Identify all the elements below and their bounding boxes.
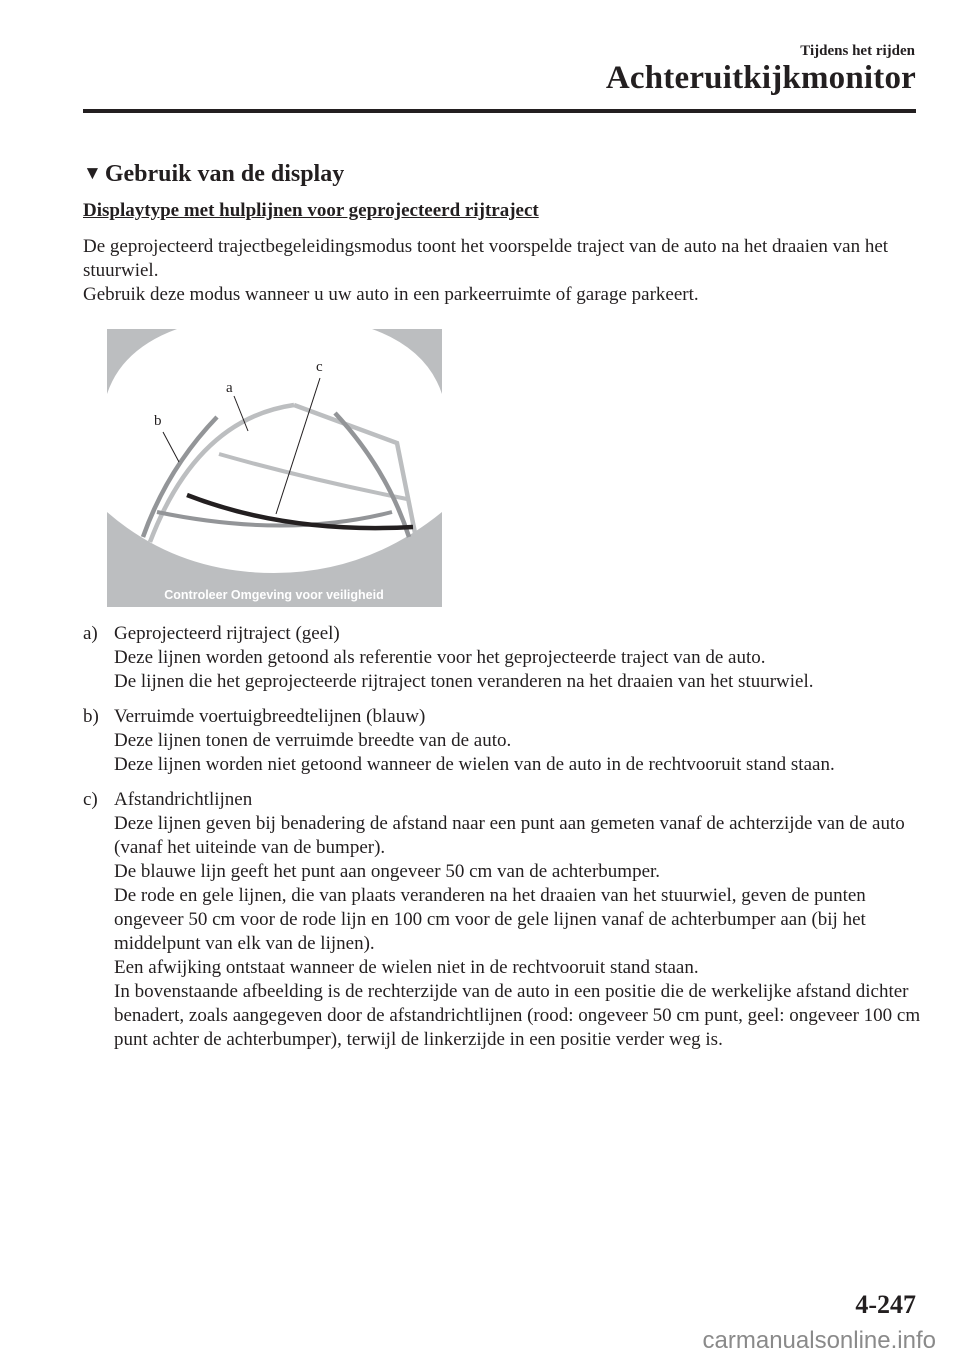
item-title: Afstandrichtlijnen xyxy=(114,789,253,810)
item-description xyxy=(114,812,928,1052)
running-header-title: Achteruitkijkmonitor xyxy=(605,60,916,96)
header-rule xyxy=(83,109,916,113)
item-line: De lijnen die het geprojecteerde rijtraject tonen veranderen na het draaien van het stuurwiel. xyxy=(114,671,814,692)
running-header-section: Tijdens het rijden xyxy=(800,43,915,59)
item-marker: b) xyxy=(83,706,99,727)
legend-items xyxy=(83,622,928,1063)
callout-label-a: a xyxy=(226,380,233,396)
item-line: De blauwe lijn geeft het punt aan ongeveer 50 cm van de achterbumper. xyxy=(114,861,661,882)
section-heading-text: Gebruik van de display xyxy=(104,161,345,187)
item-marker: c) xyxy=(83,789,98,810)
item-line: In bovenstaande afbeelding is de rechterzijde van de auto in een positie die de werkelijke afstand dichter benadert, zoals aangegeven door de afstandrichtlijnen (rood: ongeveer 50 cm punt, geel: ongeveer 100 cm punt achter de achterbumper), terwijl de linkerzijde in een positie verder weg is. xyxy=(114,981,921,1050)
watermark: carmanualsonline.info xyxy=(702,1327,936,1354)
item-title: Verruimde voertuigbreedtelijnen (blauw) xyxy=(114,706,426,727)
camera-display-figure xyxy=(107,329,442,607)
item-line: Deze lijnen geven bij benadering de afstand naar een punt aan gemeten vanaf de achterzijde van de auto (vanaf het uiteinde van de bumper). xyxy=(114,813,905,858)
item-line: Deze lijnen worden getoond als referentie voor het geprojecteerde traject van de auto. xyxy=(114,647,766,668)
triangle-down-icon: ▼ xyxy=(83,163,102,184)
callout-label-c: c xyxy=(316,359,323,375)
display-view-area xyxy=(107,329,442,573)
subheading: Displaytype met hulplijnen voor geprojecteerd rijtraject xyxy=(83,200,539,221)
caption-bar-text: Controleer Omgeving voor veiligheid xyxy=(164,588,384,602)
item-description xyxy=(114,729,928,777)
legend-item-a xyxy=(83,622,928,694)
page-number: 4-247 xyxy=(855,1290,916,1319)
item-title: Geprojecteerd rijtraject (geel) xyxy=(114,623,340,644)
legend-item-c xyxy=(83,788,928,1052)
item-line: Deze lijnen worden niet getoond wanneer de wielen van de auto in de rechtvooruit stand staan. xyxy=(114,754,835,775)
callout-label-b: b xyxy=(154,413,162,429)
section-heading xyxy=(83,158,344,190)
item-line: Deze lijnen tonen de verruimde breedte van de auto. xyxy=(114,730,512,751)
intro-text xyxy=(83,235,923,307)
item-line: Een afwijking ontstaat wanneer de wielen niet in de rechtvooruit stand staan. xyxy=(114,957,699,978)
item-description xyxy=(114,646,928,694)
camera-display-illustration xyxy=(107,329,442,607)
intro-paragraph: Gebruik deze modus wanneer u uw auto in een parkeerruimte of garage parkeert. xyxy=(83,284,699,305)
intro-paragraph: De geprojecteerd trajectbegeleidingsmodus toont het voorspelde traject van de auto na het draaien van het stuurwiel. xyxy=(83,236,889,281)
legend-item-b xyxy=(83,705,928,777)
item-marker: a) xyxy=(83,623,98,644)
item-line: De rode en gele lijnen, die van plaats veranderen na het draaien van het stuurwiel, geven de punten ongeveer 50 cm voor de rode lijn en 100 cm voor de gele lijnen vanaf de achterbumper aan (bij het middelpunt van elk van de lijnen). xyxy=(114,885,866,954)
